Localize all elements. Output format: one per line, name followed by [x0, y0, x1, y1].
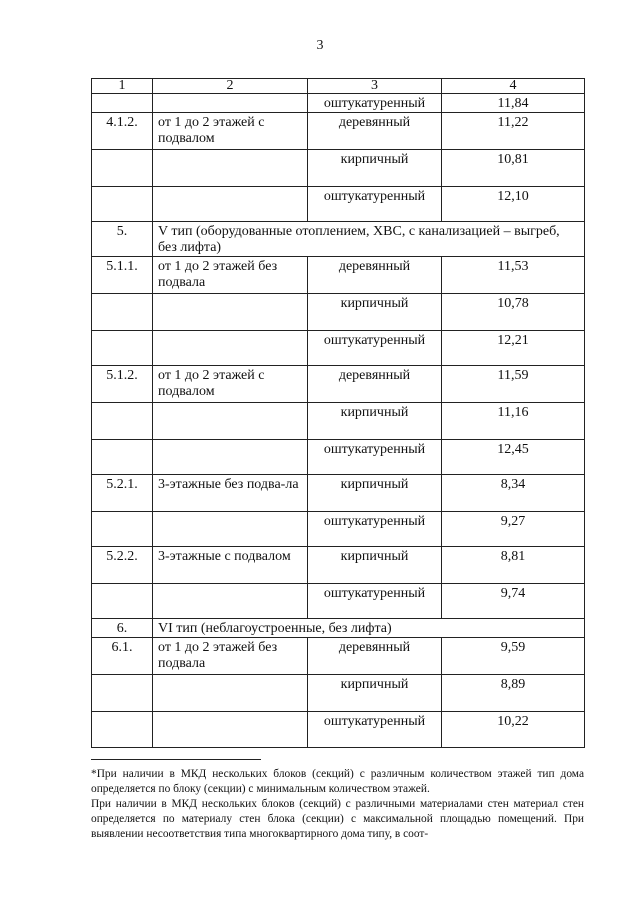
- rate-value: 11,22: [442, 113, 585, 150]
- wall-material: кирпичный: [308, 547, 442, 584]
- header-cell: 3: [308, 79, 442, 94]
- table-row: [92, 403, 585, 440]
- section-number: 5.: [92, 222, 153, 257]
- item-number: 5.2.1.: [92, 475, 153, 512]
- wall-material: оштукатуренный: [308, 440, 442, 475]
- table-row: [92, 638, 585, 675]
- table-row: [92, 712, 585, 748]
- table-row: [92, 547, 585, 584]
- table-header-row: [92, 79, 585, 94]
- rate-value: 9,74: [442, 584, 585, 619]
- header-cell: 2: [153, 79, 308, 94]
- rate-value: 10,81: [442, 150, 585, 187]
- item-description: [153, 403, 308, 440]
- footnotes: [91, 767, 584, 842]
- item-number: [92, 294, 153, 331]
- table-row: [92, 150, 585, 187]
- item-number: [92, 712, 153, 748]
- item-number: [92, 584, 153, 619]
- rate-value: 10,78: [442, 294, 585, 331]
- footnote-paragraph: При наличии в МКД нескольких блоков (секций) с различными материалами стен материал стен определяется по материалу стен блока (секции) с максимальной площадью помещений. При выявлении несоответствия типа многоквартирного дома типу, в соот-: [91, 798, 584, 840]
- rate-value: 8,89: [442, 675, 585, 712]
- rate-value: 11,84: [442, 94, 585, 113]
- item-number: [92, 150, 153, 187]
- item-description: от 1 до 2 этажей с подвалом: [153, 113, 308, 150]
- item-number: [92, 94, 153, 113]
- wall-material: оштукатуренный: [308, 712, 442, 748]
- item-number: [92, 187, 153, 222]
- item-description: [153, 675, 308, 712]
- section-title: V тип (оборудованные отоплением, ХВС, с канализацией – выгреб, без лифта): [153, 222, 585, 257]
- item-number: 6.1.: [92, 638, 153, 675]
- page-number: 3: [316, 38, 324, 53]
- rate-value: 11,53: [442, 257, 585, 294]
- item-description: [153, 187, 308, 222]
- wall-material: кирпичный: [308, 475, 442, 512]
- rate-value: 12,10: [442, 187, 585, 222]
- item-description: 3-этажные с подвалом: [153, 547, 308, 584]
- wall-material: кирпичный: [308, 403, 442, 440]
- table-row: [92, 257, 585, 294]
- table-row: [92, 94, 585, 113]
- item-number: 5.1.1.: [92, 257, 153, 294]
- item-number: [92, 512, 153, 547]
- item-number: 5.1.2.: [92, 366, 153, 403]
- rate-value: 10,22: [442, 712, 585, 748]
- section-title: VI тип (неблагоустроенные, без лифта): [153, 619, 585, 638]
- table-row: [92, 294, 585, 331]
- wall-material: оштукатуренный: [308, 94, 442, 113]
- item-description: от 1 до 2 этажей без подвала: [153, 638, 308, 675]
- wall-material: оштукатуренный: [308, 187, 442, 222]
- item-description: [153, 440, 308, 475]
- item-description: [153, 294, 308, 331]
- item-description: [153, 150, 308, 187]
- wall-material: деревянный: [308, 366, 442, 403]
- rate-value: 12,45: [442, 440, 585, 475]
- item-description: [153, 331, 308, 366]
- item-description: от 1 до 2 этажей с подвалом: [153, 366, 308, 403]
- wall-material: деревянный: [308, 257, 442, 294]
- item-description: [153, 94, 308, 113]
- header-cell: 4: [442, 79, 585, 94]
- wall-material: кирпичный: [308, 675, 442, 712]
- section-row: [92, 619, 585, 638]
- item-description: от 1 до 2 этажей без подвала: [153, 257, 308, 294]
- item-number: [92, 675, 153, 712]
- item-number: [92, 403, 153, 440]
- table-row: [92, 187, 585, 222]
- table-row: [92, 113, 585, 150]
- item-description: 3-этажные без подва-ла: [153, 475, 308, 512]
- rate-value: 8,34: [442, 475, 585, 512]
- section-row: [92, 222, 585, 257]
- header-cell: 1: [92, 79, 153, 94]
- rate-value: 11,59: [442, 366, 585, 403]
- wall-material: деревянный: [308, 113, 442, 150]
- wall-material: оштукатуренный: [308, 512, 442, 547]
- wall-material: оштукатуренный: [308, 331, 442, 366]
- rate-value: 12,21: [442, 331, 585, 366]
- table-row: [92, 366, 585, 403]
- section-number: 6.: [92, 619, 153, 638]
- table-row: [92, 512, 585, 547]
- tariff-table: [91, 78, 585, 748]
- item-description: [153, 712, 308, 748]
- item-number: [92, 440, 153, 475]
- rate-value: 11,16: [442, 403, 585, 440]
- table-row: [92, 440, 585, 475]
- wall-material: кирпичный: [308, 294, 442, 331]
- item-number: [92, 331, 153, 366]
- rate-value: 9,27: [442, 512, 585, 547]
- footnote-divider: [91, 759, 261, 760]
- wall-material: кирпичный: [308, 150, 442, 187]
- wall-material: оштукатуренный: [308, 584, 442, 619]
- rate-value: 9,59: [442, 638, 585, 675]
- table-row: [92, 331, 585, 366]
- footnote-paragraph: *При наличии в МКД нескольких блоков (секций) с различным количеством этажей тип дома определяется по блоку (секции) с минимальным количеством этажей.: [91, 768, 584, 795]
- table-row: [92, 475, 585, 512]
- item-number: 4.1.2.: [92, 113, 153, 150]
- item-description: [153, 584, 308, 619]
- table-row: [92, 584, 585, 619]
- table-row: [92, 675, 585, 712]
- rate-value: 8,81: [442, 547, 585, 584]
- item-description: [153, 512, 308, 547]
- item-number: 5.2.2.: [92, 547, 153, 584]
- wall-material: деревянный: [308, 638, 442, 675]
